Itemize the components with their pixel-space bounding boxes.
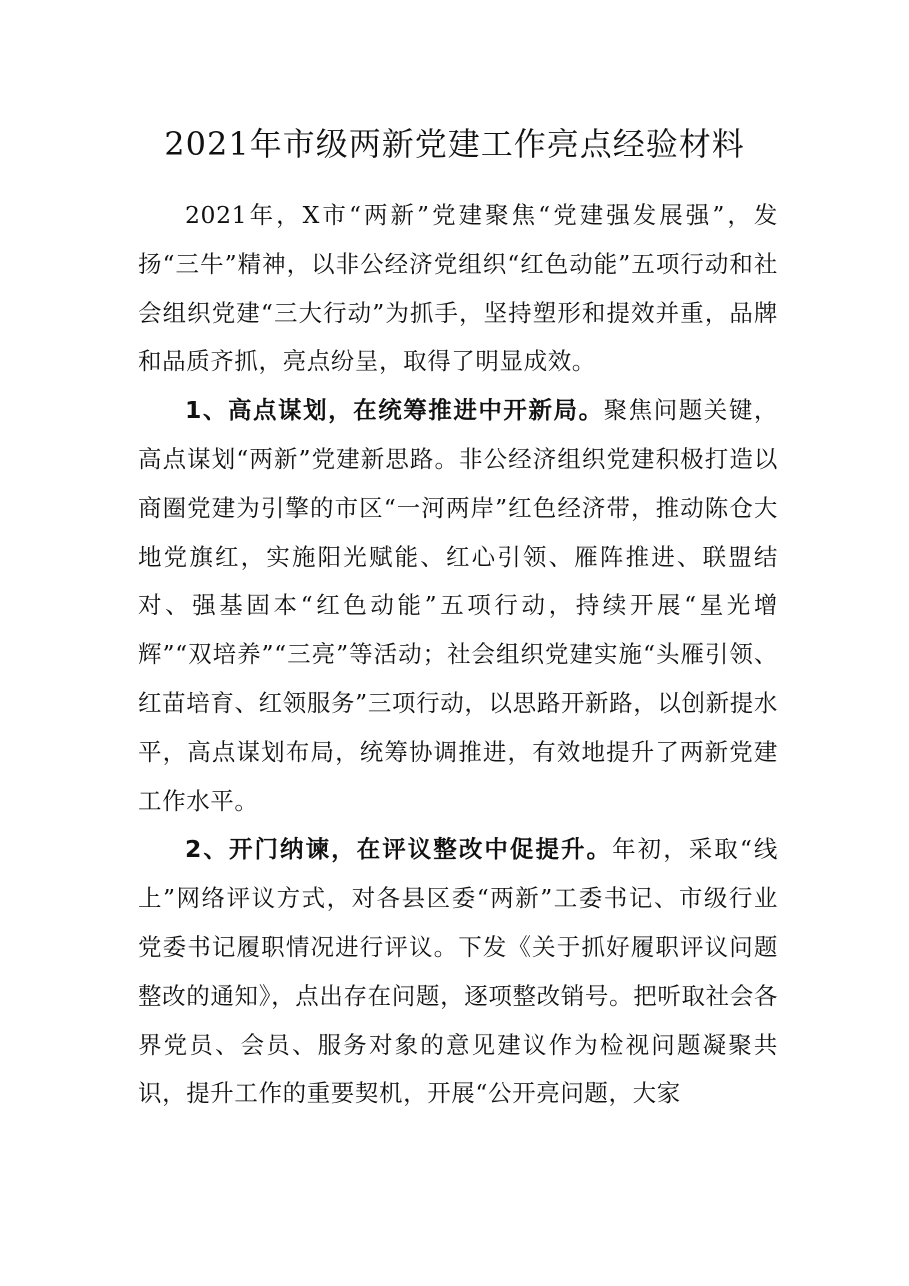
- document-title: 2021年市级两新党建工作亮点经验材料: [164, 125, 745, 163]
- section-1-paragraph: [138, 386, 778, 825]
- section-1-text: 聚焦问题关键，高点谋划“两新”党建新思路。非公经济组织党建积极打造以商圈党建为引擎的市区“一河两岸”红色经济带，推动陈仓大地党旗红，实施阳光赋能、红心引领、雁阵推进、联盟结对、强基固本“红色动能”五项行动，持续开展“星光增辉”“双培养”“三亮”等活动；社会组织党建实施“头雁引领、红苗培育、红领服务”三项行动，以思路开新路，以创新提水平，高点谋划布局，统筹协调推进，有效地提升了两新党建工作水平。: [138, 396, 778, 815]
- intro-paragraph: [138, 191, 778, 386]
- document-body: [138, 191, 778, 1118]
- section-2-text: 年初，采取“线上”网络评议方式，对各县区委“两新”工委书记、市级行业党委书记履职情况进行评议。下发《关于抓好履职评议问题整改的通知》，点出存在问题，逐项整改销号。把听取社会各界党员、会员、服务对象的意见建议作为检视问题凝聚共识，提升工作的重要契机，开展“公开亮问题，大家: [138, 835, 778, 1108]
- section-2-paragraph: [138, 825, 778, 1118]
- section-2-heading: 2、开门纳谏，在评议整改中促提升。: [185, 835, 613, 864]
- intro-paragraph-text: 2021年，X市“两新”党建聚焦“党建强发展强”，发扬“三牛”精神，以非公经济党组织“红色动能”五项行动和社会组织党建“三大行动”为抓手，坚持塑形和提效并重，品牌和品质齐抓，亮点纷呈，取得了明显成效。: [138, 201, 778, 376]
- section-1-heading: 1、高点谋划，在统筹推进中开新局。: [185, 396, 604, 425]
